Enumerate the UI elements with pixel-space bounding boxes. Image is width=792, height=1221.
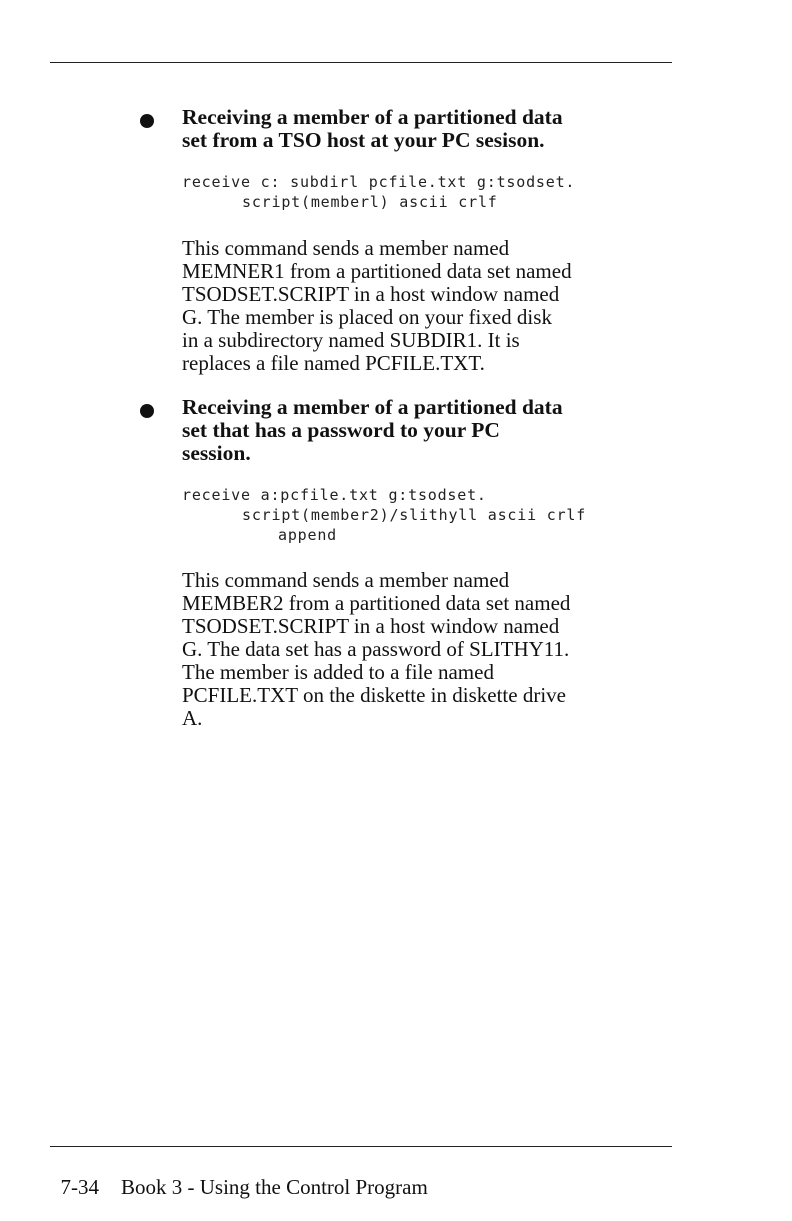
- code-line: script(memberl) ascii crlf: [242, 193, 498, 211]
- section-receive-tso: [182, 106, 682, 375]
- heading-line: Receiving a member of a partitioned data: [182, 395, 563, 419]
- body-line: This command sends a member named: [182, 568, 510, 592]
- body-line: replaces a file named PCFILE.TXT.: [182, 351, 485, 375]
- body-line: PCFILE.TXT on the diskette in diskette drive: [182, 683, 566, 707]
- heading-line: session.: [182, 441, 251, 465]
- body-line: G. The member is placed on your fixed disk: [182, 305, 552, 329]
- body-line: MEMBER2 from a partitioned data set named: [182, 591, 571, 615]
- bullet-icon: [140, 404, 154, 418]
- body-line: A.: [182, 706, 203, 730]
- body-line: MEMNER1 from a partitioned data set named: [182, 259, 572, 283]
- body-line: TSODSET.SCRIPT in a host window named: [182, 282, 560, 306]
- section-receive-password: [182, 396, 682, 730]
- page-number: 7-34: [60, 1175, 99, 1199]
- body-line: TSODSET.SCRIPT in a host window named: [182, 614, 560, 638]
- heading-line: Receiving a member of a partitioned data: [182, 105, 563, 129]
- section-description: [182, 569, 682, 730]
- body-line: The member is added to a file named: [182, 660, 494, 684]
- bullet-icon: [140, 114, 154, 128]
- body-line: G. The data set has a password of SLITHY11.: [182, 637, 570, 661]
- footer-rule: [50, 1146, 672, 1147]
- code-line: receive c: subdirl pcfile.txt g:tsodset.: [182, 173, 576, 191]
- section-heading: [182, 396, 682, 465]
- header-rule: [50, 62, 672, 63]
- code-line: append: [278, 526, 337, 544]
- page-footer: [50, 1151, 428, 1199]
- body-line: in a subdirectory named SUBDIR1. It is: [182, 328, 520, 352]
- heading-line: set that has a password to your PC: [182, 418, 500, 442]
- heading-line: set from a TSO host at your PC sesison.: [182, 128, 545, 152]
- command-example: [182, 485, 682, 545]
- body-line: This command sends a member named: [182, 236, 510, 260]
- section-heading: [182, 106, 682, 152]
- section-description: [182, 237, 682, 375]
- footer-title: Book 3 - Using the Control Program: [121, 1175, 428, 1199]
- code-line: script(member2)/slithyll ascii crlf: [242, 506, 587, 524]
- code-line: receive a:pcfile.txt g:tsodset.: [182, 486, 487, 504]
- command-example: [182, 172, 682, 212]
